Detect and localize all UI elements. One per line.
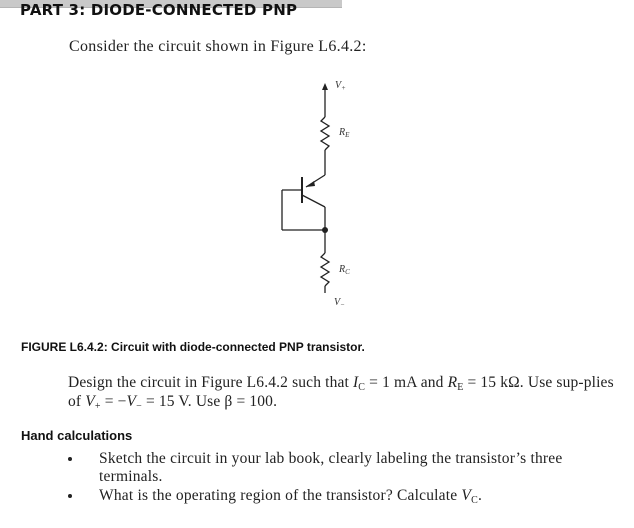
junction-dot [322, 227, 328, 233]
emitter-arrow-icon [306, 181, 315, 187]
vminus-label: $V_-$ [334, 297, 345, 309]
figure-caption [21, 340, 365, 354]
list-item: Sketch the circuit in your lab book, clearly labeling the transistor’s three terminals. [68, 450, 616, 486]
re-resistor [321, 117, 329, 150]
list-item: What is the operating region of the transistor? Calculate $V_C$. [68, 487, 616, 505]
figure-caption-text: Circuit with diode-connected PNP transistor. [111, 340, 365, 354]
design-paragraph: Design the circuit in Figure L6.4.2 such that $I_C = 1$ mA and $R_E = 15$ kΩ. Use sup-plies of $V_+ = -V_- = 15$ V. Use β = 100. [68, 374, 614, 412]
hand-calculations-list [68, 450, 616, 505]
hand-calculations-heading: Hand calculations [21, 428, 133, 443]
re-label: $R_E$ [339, 127, 350, 139]
rc-label: $R_C$ [339, 264, 350, 276]
bullet-icon [68, 494, 72, 498]
bullet-icon [68, 457, 72, 461]
figure-caption-label: FIGURE L6.4.2: [21, 340, 108, 354]
collector-leg [302, 195, 325, 207]
rc-resistor [321, 253, 329, 286]
section-title: PART 3: DIODE-CONNECTED PNP [20, 1, 298, 19]
vplus-label: $V_+$ [335, 80, 346, 92]
intro-paragraph: Consider the circuit shown in Figure L6.4.2: [69, 38, 367, 55]
vplus-arrow-icon [322, 83, 328, 90]
circuit-diagram [270, 75, 380, 315]
